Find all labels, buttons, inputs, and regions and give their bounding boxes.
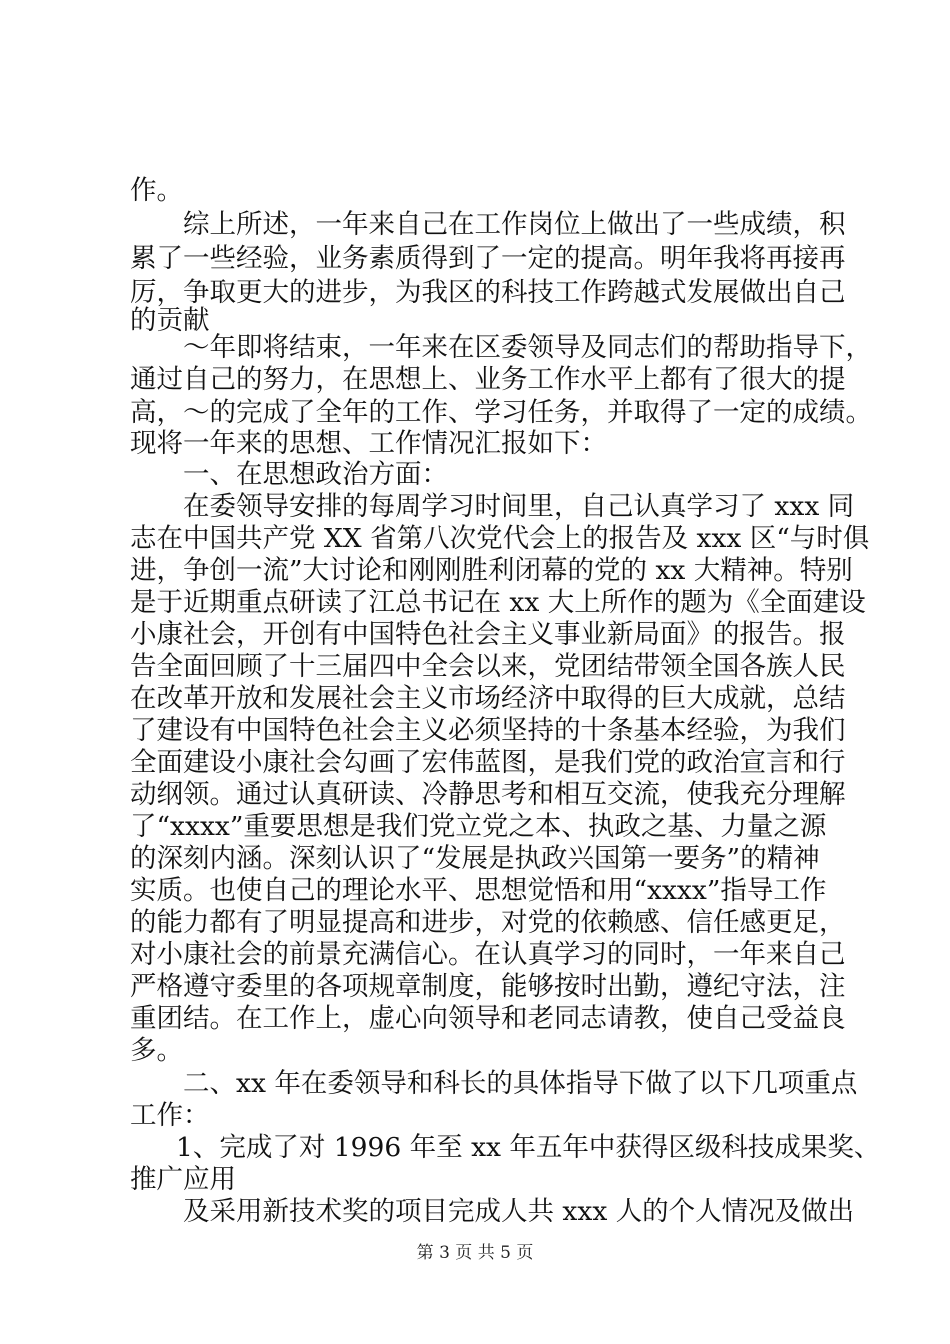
list-item: 1、完成了对 1996 年至 xx 年五年中获得区级科技成果奖、: [176, 1132, 881, 1163]
section-heading: 二、xx 年在委领导和科长的具体指导下做了以下几项重点: [183, 1068, 858, 1099]
text-line: 在改革开放和发展社会主义市场经济中取得的巨大成就，总结: [130, 683, 846, 714]
text-line: 多。: [130, 1035, 183, 1066]
text-line: 动纲领。通过认真研读、冷静思考和相互交流，使我充分理解: [130, 779, 846, 810]
text-line: 了建设有中国特色社会主义必须坚持的十条基本经验，为我们: [130, 715, 846, 746]
text-line: 是于近期重点研读了江总书记在 xx 大上所作的题为《全面建设: [130, 587, 866, 618]
text-line: 高，～的完成了全年的工作、学习任务，并取得了一定的成绩。: [130, 397, 872, 428]
paragraph-start: ～年即将结束，一年来在区委领导及同志们的帮助指导下，: [183, 332, 872, 363]
paragraph-start: 在委领导安排的每周学习时间里，自己认真学习了 xxx 同: [183, 491, 855, 522]
text-line: 严格遵守委里的各项规章制度，能够按时出勤，遵纪守法，注: [130, 971, 846, 1002]
text-line: 志在中国共产党 XX 省第八次党代会上的报告及 xxx 区“与时俱: [130, 523, 870, 554]
text-line: 通过自己的努力，在思想上、业务工作水平上都有了很大的提: [130, 364, 846, 395]
text-line: 累了一些经验，业务素质得到了一定的提高。明年我将再接再: [130, 243, 846, 274]
text-line: 工作：: [130, 1100, 210, 1131]
text-line: 小康社会，开创有中国特色社会主义事业新局面》的报告。报: [130, 619, 846, 650]
text-line: 的贡献: [130, 305, 210, 336]
text-line: 厉，争取更大的进步，为我区的科技工作跨越式发展做出自己: [130, 277, 846, 308]
paragraph-start: 综上所述，一年来自己在工作岗位上做出了一些成绩，积: [183, 209, 846, 240]
text-line: 全面建设小康社会勾画了宏伟蓝图，是我们党的政治宣言和行: [130, 747, 846, 778]
text-line: 作。: [130, 175, 183, 206]
text-line: 重团结。在工作上，虚心向领导和老同志请教，使自己受益良: [130, 1003, 846, 1034]
text-line: 推广应用: [130, 1164, 236, 1195]
section-heading: 一、在思想政治方面：: [183, 459, 448, 490]
text-line: 实质。也使自己的理论水平、思想觉悟和用“xxxx”指导工作: [130, 875, 827, 906]
text-line: 的深刻内涵。深刻认识了“发展是执政兴国第一要务”的精神: [130, 843, 820, 874]
text-line: 进，争创一流”大讨论和刚刚胜利闭幕的党的 xx 大精神。特别: [130, 555, 853, 586]
text-line: 告全面回顾了十三届四中全会以来，党团结带领全国各族人民: [130, 651, 846, 682]
paragraph-start: 及采用新技术奖的项目完成人共 xxx 人的个人情况及做出: [183, 1196, 855, 1227]
page-number-footer: 第 3 页 共 5 页: [416, 1243, 534, 1263]
text-line: 的能力都有了明显提高和进步，对党的依赖感、信任感更足，: [130, 907, 846, 938]
text-line: 现将一年来的思想、工作情况汇报如下：: [130, 428, 607, 459]
text-line: 对小康社会的前景充满信心。在认真学习的同时，一年来自己: [130, 939, 846, 970]
text-line: 了“xxxx”重要思想是我们党立党之本、执政之基、力量之源: [130, 811, 827, 842]
